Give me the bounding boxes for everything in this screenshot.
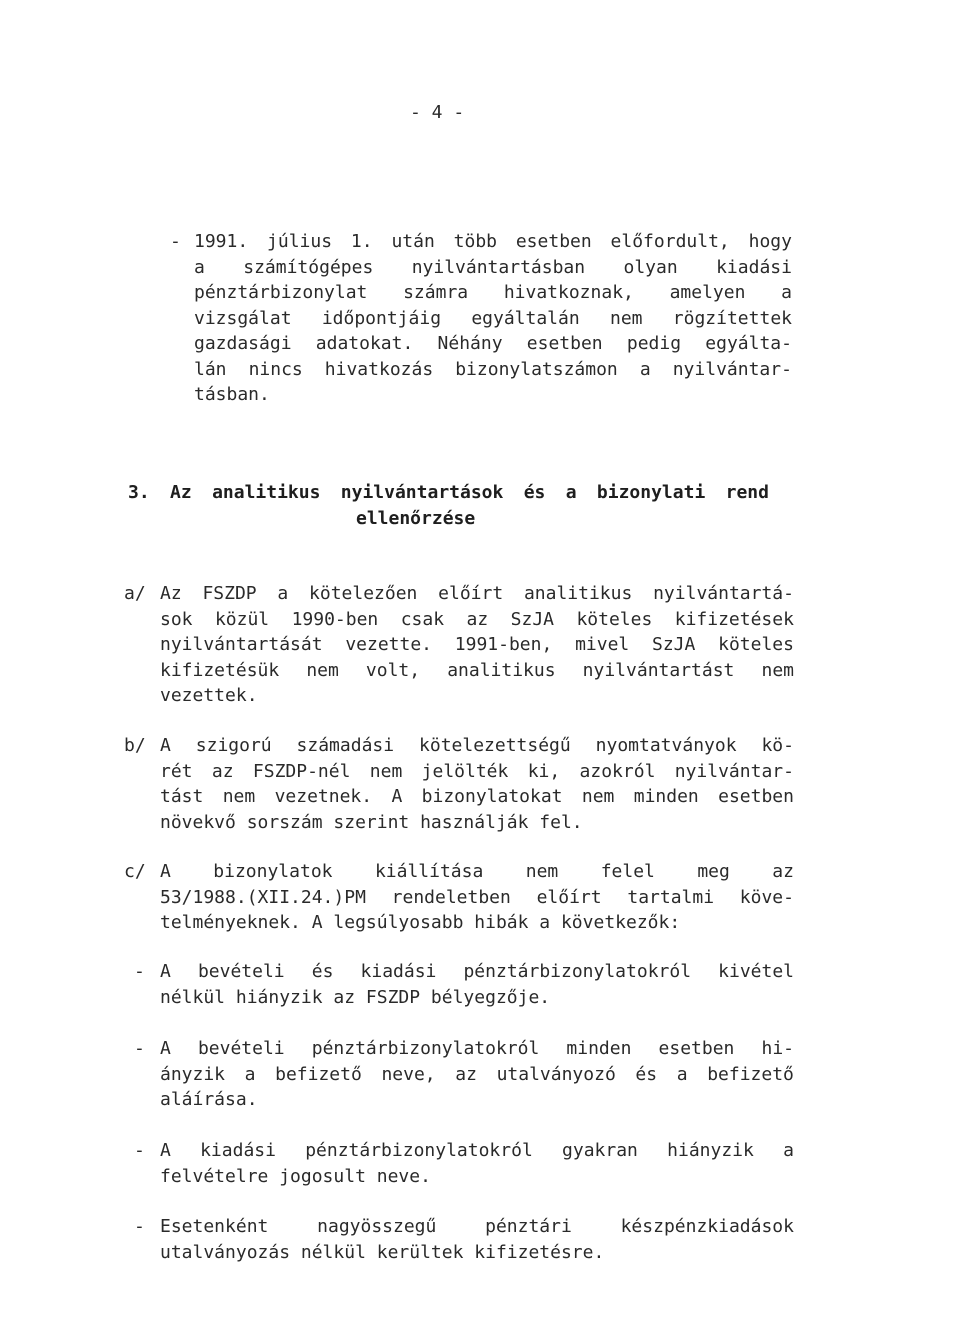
item-a-line: kifizetésük nem volt, analitikus nyilvántartást nem	[160, 659, 794, 681]
item-c-line: telményeknek. A legsúlyosabb hibák a következők:	[160, 912, 681, 933]
item-a-line: nyilvántartását vezette. 1991-ben, mivel SzJA köteles	[160, 634, 794, 655]
intro-paragraph-line: pénztárbizonylat számra hivatkoznak, amelyen a	[194, 282, 792, 303]
bullet-item-line: utalványozás nélkül kerültek kifizetésre.	[160, 1241, 605, 1263]
item-a-line: Az FSZDP a kötelezően előírt analitikus nyilvántartá-	[160, 583, 794, 604]
bullet-item-line: A kiadási pénztárbizonylatokról gyakran hiányzik a	[160, 1140, 794, 1161]
intro-paragraph-line: lán nincs hivatkozás bizonylatszámon a nyilvántar-	[194, 358, 792, 380]
bullet-dash: -	[134, 961, 145, 982]
item-a-line: vezettek.	[160, 685, 258, 706]
intro-paragraph-line: tásban.	[194, 384, 270, 405]
item-b-marker: b/	[124, 735, 146, 756]
section-3-title-continued: ellenőrzése	[356, 508, 476, 529]
bullet-item-line: aláírása.	[160, 1089, 258, 1110]
intro-paragraph-line: a számítógépes nyilvántartásban olyan kiadási	[194, 256, 792, 278]
item-c-marker: c/	[124, 861, 146, 882]
bullet-dash: -	[134, 1038, 145, 1059]
bullet-item-line: Esetenként nagyösszegű pénztári készpénzkiadások	[160, 1216, 794, 1237]
page-number: - 4 -	[410, 102, 465, 123]
bullet-item-line: felvételre jogosult neve.	[160, 1165, 431, 1187]
intro-paragraph-line: vizsgálat időpontjáig egyáltalán nem rögzítettek	[194, 307, 792, 329]
intro-paragraph-line: gazdasági adatokat. Néhány esetben pedig egyálta-	[194, 333, 792, 354]
bullet-dash: -	[134, 1140, 145, 1161]
item-b-line: növekvő sorszám szerint használják fel.	[160, 811, 583, 833]
bullet-item-line: A bevételi és kiadási pénztárbizonylatokról kivétel	[160, 961, 794, 982]
item-a-marker: a/	[124, 583, 146, 604]
item-c-line: 53/1988.(XII.24.)PM rendeletben előírt tartalmi köve-	[160, 886, 794, 908]
item-b-line: rét az FSZDP-nél nem jelölték ki, azokról nyilvántar-	[160, 760, 794, 782]
item-a-line: sok közül 1990-ben csak az SzJA köteles kifizetések	[160, 608, 794, 630]
item-b-line: A szigorú számadási kötelezettségű nyomtatványok kö-	[160, 735, 794, 756]
bullet-item-line: ányzik a befizető neve, az utalványozó és a befizető	[160, 1063, 794, 1085]
section-3-title: 3. Az analitikus nyilvántartások és a bizonylati rend	[128, 482, 769, 503]
item-b-line: tást nem vezetnek. A bizonylatokat nem minden esetben	[160, 786, 794, 807]
bullet-dash: -	[134, 1216, 145, 1237]
bullet-item-line: A bevételi pénztárbizonylatokról minden esetben hi-	[160, 1038, 794, 1059]
item-c-line: A bizonylatok kiállítása nem felel meg az	[160, 861, 794, 882]
intro-dash: -	[170, 231, 181, 252]
intro-paragraph-line: 1991. július 1. után több esetben előfordult, hogy	[194, 231, 792, 252]
bullet-item-line: nélkül hiányzik az FSZDP bélyegzője.	[160, 986, 551, 1008]
